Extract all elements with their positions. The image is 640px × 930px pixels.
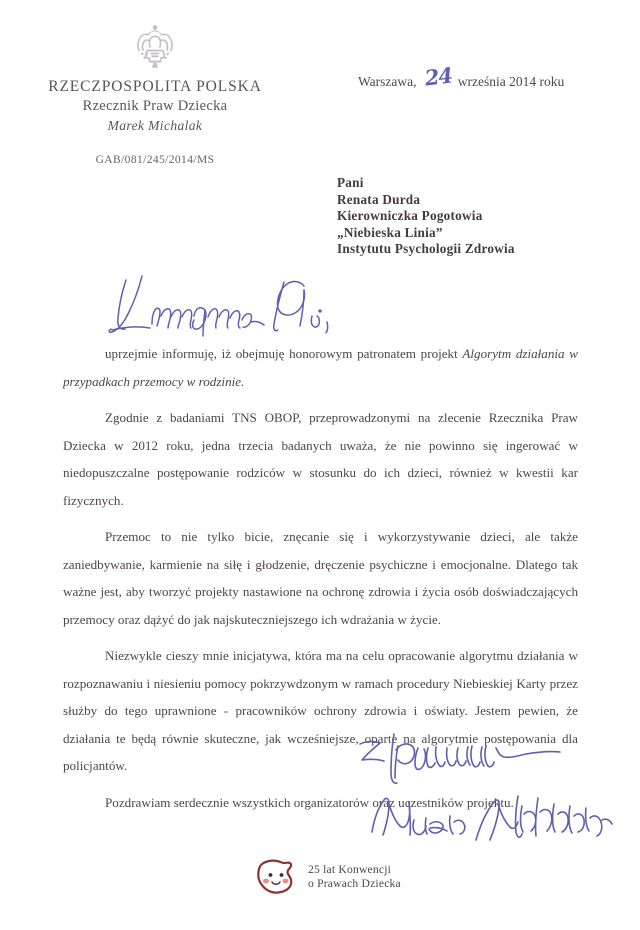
footer: [253, 856, 401, 898]
recipient-line: Renata Durda: [337, 191, 421, 207]
paragraph-1-plain: uprzejmie informuję, iż obejmuję honorowym patronatem projekt: [105, 346, 463, 361]
reference-number: GAB/081/245/2014/MS: [95, 154, 215, 166]
body-paragraph-3: Przemoc to nie tylko bicie, znęcanie się i wykorzystywanie dzieci, ale także zaniedbywanie, karmienie na siłę i głodzenie, dręczenie psychiczne i emocjonalne. Dlatego tak ważne jest, aby tworzyć projekty nastawione na ochronę zdrowia i życia osób doświadczających przemocy oraz dążyć do jak najskuteczniejszego ich wdrażania w życie.: [63, 529, 578, 627]
date-city: Warszawa,: [358, 74, 417, 89]
body-paragraph-5: Pozdrawiam serdecznie wszystkich organizatorów oraz uczestników projektu.: [105, 794, 514, 810]
handwritten-signature: [352, 728, 614, 846]
recipient-block: [337, 175, 515, 258]
footer-text: [308, 863, 401, 891]
letterhead: [0, 22, 310, 166]
date-line: [358, 62, 565, 91]
body-paragraph-2: Zgodnie z badaniami TNS OBOP, przeprowadzonymi na zlecenie Rzecznika Praw Dziecka w 2012 roku, jedna trzecia badanych uważa, że nie powinno się ingerować w niedopuszczalne postępowanie rodziców w stosunku do ich dzieci, również w kwestii kar fizycznych.: [63, 410, 578, 508]
ombudsman-name: Marek Michalak: [107, 118, 203, 133]
project-title-italic: Algorytm działania w przypadkach przemocy w rodzinie.: [63, 346, 578, 389]
body-paragraph-1: [63, 340, 578, 395]
date-rest: września 2014 roku: [457, 74, 565, 89]
organization-name: RZECZPOSPOLITA POLSKA: [48, 78, 262, 95]
recipient-line: Pani: [337, 175, 364, 190]
handwritten-salutation: [108, 272, 368, 342]
body-paragraph-4: Niezwykle cieszy mnie inicjatywa, która ma na celu opracowanie algorytmu działania w rozpoznawaniu i niesieniu pomocy pokrzywdzonym w ramach procedury Niebieskiej Karty przez służby do tego uprawnione - pracowników ochrony zdrowia i oświaty. Jestem pewien, że działania te będą równie skuteczne, jak wcześniejsze, oparte na algorytmie postępowania dla policjantów.: [63, 648, 578, 773]
recipient-line: Instytutu Psychologii Zdrowia: [337, 241, 515, 256]
polish-eagle-emblem-icon: [132, 22, 178, 72]
footer-line-2: o Prawach Dziecka: [308, 877, 401, 890]
recipient-line: Kierowniczka Pogotowia: [337, 208, 483, 223]
organization-role: Rzecznik Praw Dziecka: [82, 98, 228, 114]
footer-line-1: 25 lat Konwencji: [308, 863, 392, 876]
poland-face-anniversary-logo-icon: [253, 856, 299, 898]
date-day-handwritten: 24: [422, 62, 453, 91]
recipient-line: „Niebieska Linia”: [337, 224, 443, 240]
